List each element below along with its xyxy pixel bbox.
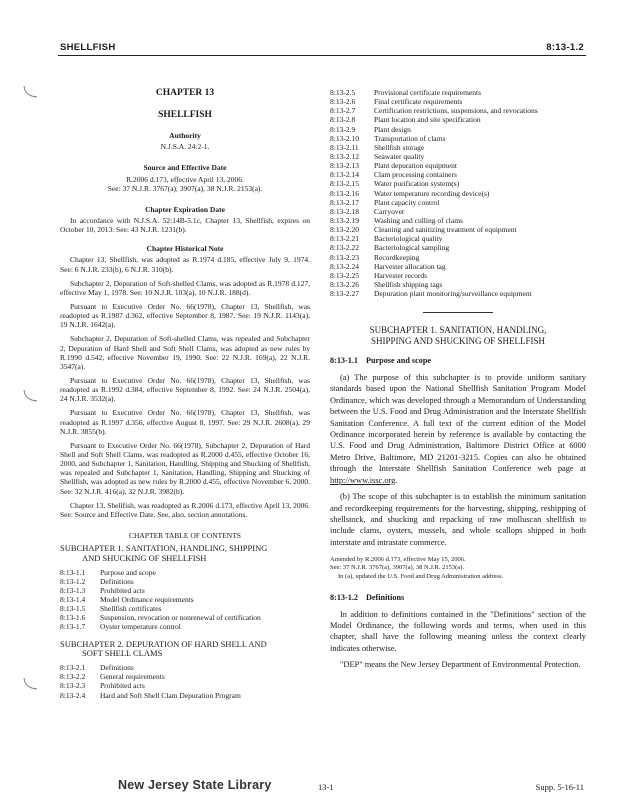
history-note: Pursuant to Executive Order No. 66(1978), Chapter 13, Shellfish, was readopted as R.1997 d.356, effective August 8, 1997. See: 29 N.J.R. 2608(a), 29 N.J.R. 3855(b). xyxy=(60,408,310,436)
toc-item[interactable]: 8:13-2.7 Certification restrictions, suspensions, and revocations xyxy=(330,106,538,116)
section-divider xyxy=(423,312,493,313)
toc-item[interactable]: 8:13-2.1 Definitions xyxy=(60,663,134,673)
section-paragraph: "DEP" means the New Jersey Department of Environmental Protection. xyxy=(340,660,581,670)
history-heading: Chapter Historical Note xyxy=(146,244,224,254)
history-note: Pursuant to Executive Order No. 66(1978), Chapter 13, Shellfish, was readopted as R.1987 d.362, effective September 8, 1987. See: 19 N.J.R. 1143(a), 19 N.J.R. 1642(a). xyxy=(60,301,310,330)
history-note: Chapter 13, Shellfish, was adopted as R.1974 d.185, effective July 9, 1974. See: 6 N.J.R. 233(b), 6 N.J.R. 310(b). xyxy=(60,255,310,274)
toc-item[interactable]: 8:13-2.13 Plant depuration equipment xyxy=(330,161,457,171)
source-heading: Source and Effective Date xyxy=(143,163,227,173)
toc-item[interactable]: 8:13-2.10 Transportation of clams xyxy=(330,133,446,143)
section-heading: 8:13-1.1 Purpose and scope xyxy=(330,355,432,365)
right-column xyxy=(330,88,586,676)
left-column xyxy=(60,88,310,700)
toc-item[interactable]: 8:13-2.25 Harvester records xyxy=(330,270,428,280)
authority-text: N.J.S.A. 24:2-1. xyxy=(160,142,210,152)
toc-item[interactable]: 8:13-1.1 Purpose and scope xyxy=(60,567,156,577)
toc-item[interactable]: 8:13-2.23 Recordkeeping xyxy=(330,252,420,262)
library-watermark: New Jersey State Library xyxy=(118,778,272,792)
toc-item[interactable]: 8:13-2.17 Plant capacity control xyxy=(330,197,440,207)
toc-item[interactable]: 8:13-2.12 Seawater quality xyxy=(330,151,425,161)
issc-link[interactable]: http://www.issc.org xyxy=(330,475,396,485)
toc-item[interactable]: 8:13-2.9 Plant design xyxy=(330,124,411,134)
toc-item[interactable]: 8:13-1.3 Prohibited acts xyxy=(60,585,145,595)
source-line: See: 37 N.J.R. 3767(a), 3907(a), 38 N.J.R. 2153(a). xyxy=(107,183,263,193)
toc-item[interactable]: 8:13-1.4 Model Ordinance requirements xyxy=(60,595,194,605)
toc-item[interactable]: 8:13-2.20 Cleaning and sanitizing treatment of equipment xyxy=(330,225,517,235)
section-paragraph: In addition to definitions contained in the "Definitions" section of the Model Ordinance, the following words and terms, when used in this chapter, shall have the following meaning unless the context clearly indicates otherwise. xyxy=(330,609,586,653)
binder-hole-icon xyxy=(22,676,40,692)
running-header-section: 8:13-1.2 xyxy=(546,42,584,53)
authority-heading: Authority xyxy=(169,131,201,141)
toc-item[interactable]: 8:13-2.15 Water purification system(s) xyxy=(330,179,460,189)
toc-item[interactable]: 8:13-2.19 Washing and culling of clams xyxy=(330,215,463,225)
running-header-title: SHELLFISH xyxy=(60,42,116,53)
toc-item[interactable]: 8:13-2.14 Clam processing containers xyxy=(330,170,457,180)
toc-subchapter-2-heading: SUBCHAPTER 2. DEPURATION OF HARD SHELL AND SOFT SHELL CLAMS xyxy=(60,638,267,659)
supplement-date: Supp. 5-16-11 xyxy=(535,782,584,792)
section-paragraph: (b) The scope of this subchapter is to establish the minimum sanitation and recordkeeping requirements for the harvesting, shipping, reshipping of shellstock, and shucking and repacking of raw molluscan shellfish to include clams, oysters, mussels, and whole scallops shipped in both interstate and intrastate commerce. xyxy=(330,492,586,547)
history-note: Pursuant to Executive Order No. 66(1978), Subchapter 2, Depuration of Hard Shell and Soft Shell Clams, was readopted as R.2000 d.455, effective October 16, 2000, and Subchapter 1, Sanitation, Handling, Shipping and Shucking of Shellfish, was repealed and Subchapter 1, Sanitation, Handling, Shipping and Shucking of Shellfish, was adopted as new rules by R.2000 d.455, effective November 6, 2000. See: 32 N.J.R. 416(a), 32 N.J.R. 3982(b). xyxy=(60,440,310,496)
toc-heading: CHAPTER TABLE OF CONTENTS xyxy=(129,530,241,540)
toc-item[interactable]: 8:13-2.16 Water temperature recording device(s) xyxy=(330,188,490,198)
toc-item[interactable]: 8:13-1.7 Oyster temperature control xyxy=(60,622,181,632)
expiration-heading: Chapter Expiration Date xyxy=(145,204,225,214)
page-number: 13-1 xyxy=(318,782,334,792)
chapter-title: SHELLFISH xyxy=(158,109,212,120)
toc-item[interactable]: 8:13-2.8 Plant location and site specification xyxy=(330,115,481,125)
toc-item[interactable]: 8:13-1.6 Suspension, revocation or nonrenewal of certification xyxy=(60,613,261,623)
toc-item[interactable]: 8:13-1.5 Shellfish certificates xyxy=(60,604,162,614)
amendment-note: Amended by R.2006 d.173, effective May 15, 2006. See: 37 N.J.R. 3767(a), 3907(a), 38 N.J.R. 2153(a). In (a), updated the U.S. Food and Drug Administration address. xyxy=(330,556,504,580)
toc-item[interactable]: 8:13-2.18 Carryover xyxy=(330,206,405,216)
toc-item[interactable]: 8:13-2.3 Prohibited acts xyxy=(60,681,145,691)
toc-item[interactable]: 8:13-1.2 Definitions xyxy=(60,576,134,586)
toc-item[interactable]: 8:13-2.5 Provisional certificate requirements xyxy=(330,88,482,97)
toc-item[interactable]: 8:13-2.21 Bacteriological quality xyxy=(330,234,443,244)
toc-item[interactable]: 8:13-2.26 Shellfish shipping tags xyxy=(330,279,443,289)
toc-item[interactable]: 8:13-2.24 Harvester allocation tag xyxy=(330,261,446,271)
toc-item[interactable]: 8:13-2.2 General requirements xyxy=(60,672,165,682)
binder-hole-icon xyxy=(22,84,40,100)
history-note: Pursuant to Executive Order No. 66(1978), Chapter 13, Shellfish, was readopted as R.1992 d.384, effective September 8, 1992. See: 24 N.J.R. 2504(a), 24 N.J.R. 3532(a). xyxy=(60,375,310,404)
binder-hole-icon xyxy=(22,388,40,404)
section-paragraph: (a) The purpose of this subchapter is to provide uniform sanitary standards based upon the National Shellfish Sanitation Program Model Ordinance, which was developed through a Memorandum of Understanding between the U.S. Food and Drug Administration and the Interstate Shellfish Sanitation Conference. A full text of the current edition of the Model Ordinance incorporated herein by reference is available by contacting the U.S. Food and Drug Administration, Baltimore District Office at 6000 Metro Drive, Baltimore, MD 21201-3215. Copies can also be obtained through the Interstate Shellfish Sanitation Conference web page at http://www.issc.org. xyxy=(330,372,586,485)
toc-item[interactable]: 8:13-2.22 Bacteriological sampling xyxy=(330,243,450,253)
subchapter-1-title: SUBCHAPTER 1. SANITATION, HANDLING, SHIPPING AND SHUCKING OF SHELLFISH xyxy=(369,325,547,346)
history-note: Subchapter 2, Depuration of Soft-shelled Clams, was repealed and Subchapter 2, Depuration of Hard Shell and Soft Shell Clams, was adopted as new rules by R.1990 d.542, effective November 19, 1990. See: 22 N.J.R. 169(a), 22 N.J.R. 3547(a). xyxy=(60,334,310,371)
history-note: Subchapter 2, Depuration of Soft-shelled Clams, was adopted as R.1978 d.127, effective May 1, 1978. See: 10 N.J.R. 103(a), 10 N.J.R. 188(d). xyxy=(60,278,310,297)
expiration-text: In accordance with N.J.S.A. 52:14B-5.1c, Chapter 13, Shellfish, expires on October 10, 2013. See: 43 N.J.R. 1231(b). xyxy=(60,216,310,235)
header-rule xyxy=(58,55,586,56)
toc-subchapter-1-heading: SUBCHAPTER 1. SANITATION, HANDLING, SHIPPING AND SHUCKING OF SHELLFISH xyxy=(60,543,268,563)
toc-item[interactable]: 8:13-2.4 Hard and Soft Shell Clam Depuration Program xyxy=(60,690,241,700)
chapter-number: CHAPTER 13 xyxy=(155,88,215,98)
history-note: Chapter 13, Shellfish, was readopted as R.2006 d.173, effective April 13, 2006. See: Source and Effective Date. See, also, section annotations. xyxy=(60,500,310,519)
toc-item[interactable]: 8:13-2.11 Shellfish storage xyxy=(330,142,425,152)
toc-item[interactable]: 8:13-2.6 Final certificate requirements xyxy=(330,97,463,107)
toc-item[interactable]: 8:13-2.27 Depuration plant monitoring/surveillance equipment xyxy=(330,289,532,299)
section-heading: 8:13-1.2 Definitions xyxy=(330,592,405,602)
source-line: R.2006 d.173, effective April 13, 2006. xyxy=(126,174,244,184)
